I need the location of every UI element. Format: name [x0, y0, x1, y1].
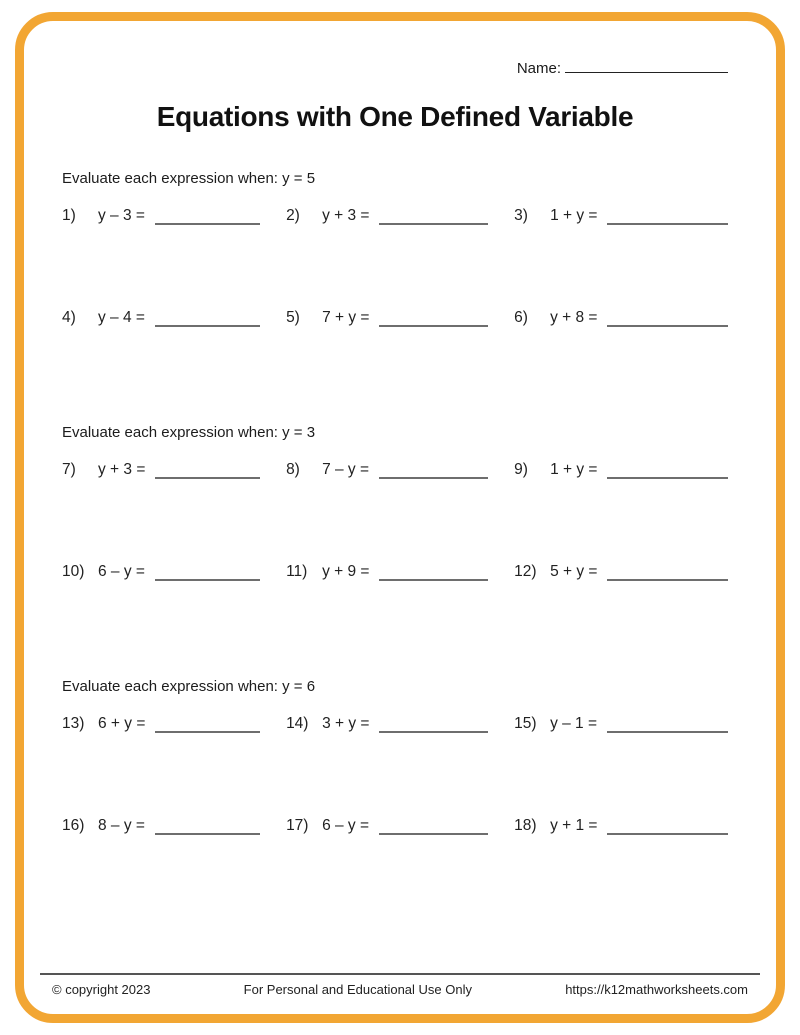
problem-item [514, 715, 728, 733]
problem-expression: y + 3 = [322, 207, 370, 224]
answer-blank-line [155, 829, 260, 835]
problem-number: 9) [514, 461, 528, 478]
answer-blank-line [155, 473, 260, 479]
problem-expression: 1 + y = [550, 207, 598, 224]
page-title: Equations with One Defined Variable [156, 101, 634, 132]
answer-blank-line [379, 473, 488, 479]
problem-expression: y + 3 = [98, 461, 146, 478]
answer-blank-line [155, 575, 260, 581]
name-label: Name: [516, 60, 561, 77]
problem-number: 18) [514, 817, 537, 834]
problem-item [514, 461, 728, 479]
problem-item [514, 817, 728, 835]
copyright-text: © copyright 2023 [52, 982, 151, 997]
problem-expression: y – 4 = [98, 309, 145, 326]
answer-blank-line [379, 727, 488, 733]
footer-divider [40, 973, 760, 975]
problem-expression: 5 + y = [550, 563, 598, 580]
problem-expression: 1 + y = [550, 461, 598, 478]
problem-number: 16) [62, 817, 85, 834]
answer-blank-line [379, 575, 488, 581]
problem-expression: 7 + y = [322, 309, 370, 326]
problem-item [62, 563, 260, 581]
section-instruction: Evaluate each expression when: y = 3 [62, 424, 316, 441]
problem-expression: y + 1 = [550, 817, 598, 834]
problem-number: 15) [514, 715, 537, 732]
name-blank-line [565, 58, 728, 73]
answer-blank-line [155, 727, 260, 733]
answer-blank-line [607, 473, 728, 479]
problem-item [514, 309, 728, 327]
answer-blank-line [379, 829, 488, 835]
section-instruction: Evaluate each expression when: y = 6 [62, 678, 316, 695]
problem-number: 11) [286, 563, 308, 580]
problem-row [62, 309, 728, 327]
problem-item [286, 461, 488, 479]
problem-number: 12) [514, 563, 537, 580]
answer-blank-line [607, 321, 728, 327]
problem-row [62, 715, 728, 733]
problem-item [514, 207, 728, 225]
sections-container [62, 169, 728, 835]
worksheet-section [62, 169, 728, 327]
problem-number: 5) [286, 309, 300, 326]
problem-expression: y – 3 = [98, 207, 145, 224]
problem-expression: 3 + y = [322, 715, 370, 732]
problem-number: 2) [286, 207, 300, 224]
problem-item [62, 309, 260, 327]
answer-blank-line [607, 727, 728, 733]
problem-number: 17) [286, 817, 309, 834]
answer-blank-line [155, 321, 260, 327]
answer-blank-line [607, 219, 728, 225]
usage-text: For Personal and Educational Use Only [243, 982, 473, 997]
problem-item [286, 207, 488, 225]
problem-item [286, 309, 488, 327]
answer-blank-line [379, 219, 488, 225]
problem-item [62, 207, 260, 225]
problem-row [62, 817, 728, 835]
problem-expression: y – 1 = [550, 715, 598, 732]
problem-expression: 6 – y = [322, 817, 370, 834]
problem-item [62, 715, 260, 733]
problem-number: 13) [62, 715, 85, 732]
problem-number: 6) [514, 309, 528, 326]
problem-item [62, 461, 260, 479]
problem-item [514, 563, 728, 581]
problem-item [62, 817, 260, 835]
problem-row [62, 207, 728, 225]
answer-blank-line [155, 219, 260, 225]
footer [40, 973, 760, 997]
footer-row [40, 982, 760, 997]
problem-number: 7) [62, 461, 76, 478]
problem-expression: 7 – y = [322, 461, 370, 478]
problem-expression: 6 + y = [98, 715, 146, 732]
problem-expression: 8 – y = [98, 817, 145, 834]
problem-item [286, 563, 488, 581]
problem-number: 14) [286, 715, 309, 732]
problem-row [62, 461, 728, 479]
problem-number: 1) [62, 207, 76, 224]
problem-number: 8) [286, 461, 300, 478]
worksheet-section [62, 677, 728, 835]
name-row [62, 58, 728, 77]
answer-blank-line [607, 575, 728, 581]
problem-item [286, 817, 488, 835]
problem-number: 4) [62, 309, 76, 326]
problem-expression: y + 8 = [550, 309, 598, 326]
section-instruction: Evaluate each expression when: y = 5 [62, 170, 316, 187]
answer-blank-line [379, 321, 488, 327]
website-link[interactable]: https://k12mathworksheets.com [565, 982, 748, 997]
worksheet-content [62, 0, 728, 931]
problem-expression: y + 9 = [322, 563, 370, 580]
problem-item [286, 715, 488, 733]
worksheet-section [62, 423, 728, 581]
problem-number: 10) [62, 563, 85, 580]
problem-number: 3) [514, 207, 528, 224]
problem-row [62, 563, 728, 581]
answer-blank-line [607, 829, 728, 835]
problem-expression: 6 – y = [98, 563, 145, 580]
